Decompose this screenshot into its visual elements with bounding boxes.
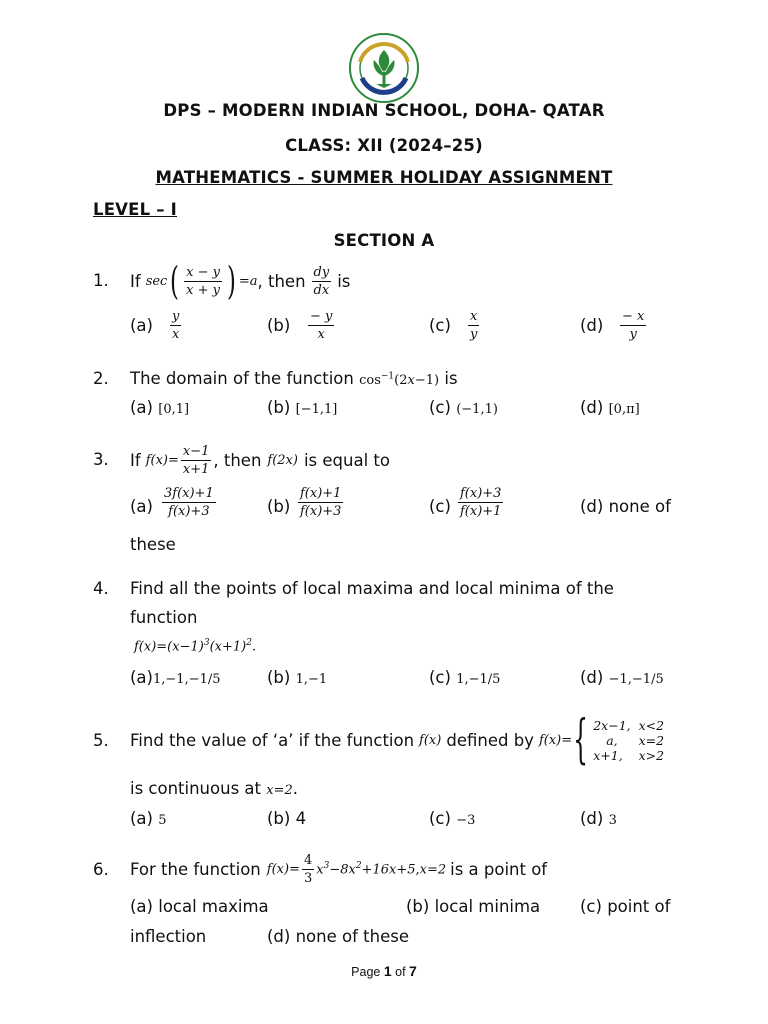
q5-number: 5.	[93, 731, 109, 750]
q3-options: (a) $\frac{3f(x)+1}{f(x)+3}$ (b) $\frac{f(x)+1}{f(x)+3}$ (c) $\frac{f(x)+3}{f(x)+1}$ (d) none of	[130, 486, 671, 519]
q1-fraction: $\frac{x - y}{x + y}$	[186, 264, 221, 298]
q6-number: 6.	[93, 860, 109, 879]
q1-options: (a) $\frac{y}{x}$ (b) $\frac{- y}{x}$ (c) $\frac{x}{y}$ (d) $\frac{- x}{y}$	[130, 309, 645, 342]
q4-line2: function	[130, 608, 198, 627]
section-title: SECTION A	[333, 231, 435, 250]
q3-stem: If f(x)= $\frac{x-1}{x+1}$ , then f(2x) is equal to	[130, 443, 390, 477]
school-name: DPS – MODERN INDIAN SCHOOL, DOHA- QATAR	[163, 101, 605, 120]
q6-stem: For the function f(x)= $\frac{4}{3}$ $x^3-8x^2+16x+5,x=2$ is a point of	[130, 852, 548, 886]
level-title: LEVEL – I	[93, 200, 178, 219]
q3-number: 3.	[93, 450, 109, 469]
q4-number: 4.	[93, 579, 109, 598]
q2-number: 2.	[93, 369, 109, 388]
q4-function: $f(x)=(x-1)^3(x+1)^2$.	[134, 638, 257, 655]
page-number: Page 1 of 7	[351, 963, 417, 979]
school-logo	[348, 32, 420, 104]
assignment-title: MATHEMATICS - SUMMER HOLIDAY ASSIGNMENT	[155, 168, 613, 187]
q1-stem: If sec ( $\frac{x - y}{x + y}$ ) =a , then $\frac{dy}{dx}$ is	[130, 259, 351, 303]
q5-piecewise: 2x−1, x<2 a, x=2 x+1, x>2	[593, 717, 665, 763]
q3-option-d-cont: these	[130, 535, 176, 554]
q1-number: 1.	[93, 271, 109, 290]
q2-stem: The domain of the function $\cos^{-1}(2x-1)$ is	[130, 369, 458, 388]
q5-stem: Find the value of ‘a’ if the function f(x) defined by f(x)= { 2x−1, x<2 a, x=2 x+1, x>2	[130, 712, 668, 768]
class-title: CLASS: XII (2024–25)	[285, 136, 483, 155]
q5-line2: is continuous at x=2.	[130, 779, 298, 798]
q4-line1: Find all the points of local maxima and local minima of the	[130, 579, 614, 598]
